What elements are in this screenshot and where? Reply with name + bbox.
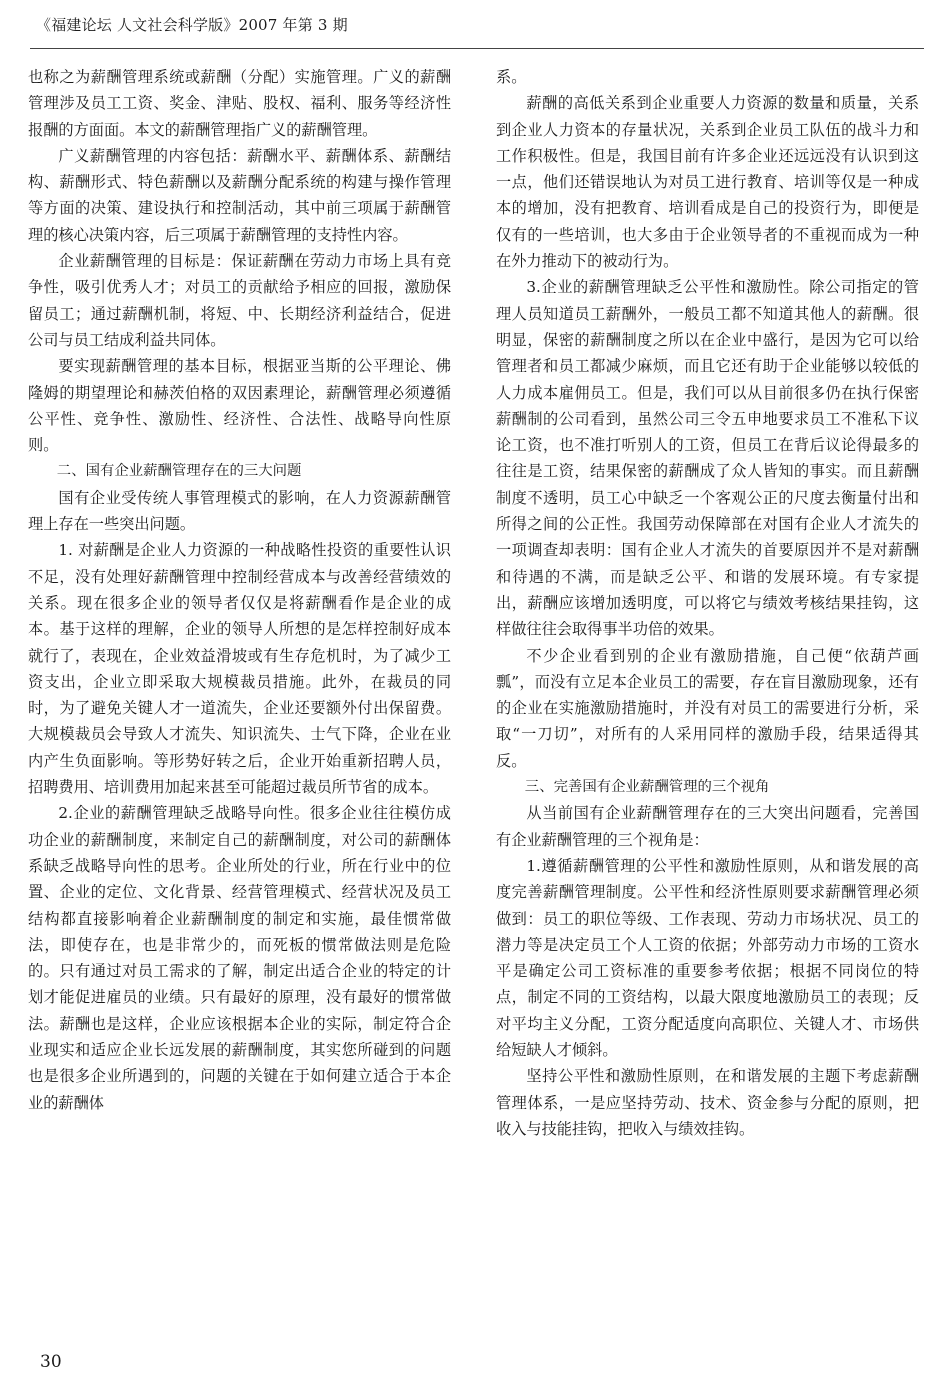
header-rule [30, 48, 924, 49]
paragraph: 从当前国有企业薪酬管理存在的三大突出问题看，完善国有企业薪酬管理的三个视角是： [496, 804, 919, 849]
paragraph: 坚持公平性和激励性原则，在和谐发展的主题下考虑薪酬管理体系，一是应坚持劳动、技术、资金参与分配的原则，把收入与技能挂钩，把收入与绩效挂钩。 [496, 1067, 919, 1138]
paragraph: 不少企业看到别的企业有激励措施，自己便“依葫芦画瓢”，而没有立足本企业员工的需要，存在盲目激励现象，还有的企业在实施激励措施时，并没有对员工的需要进行分析，采取“一刀切”，对所有的人采用同样的激励手段，结果适得其反。 [496, 646, 919, 770]
right-column [496, 64, 919, 1142]
section-heading: 二、国有企业薪酬管理存在的三大问题 [56, 463, 302, 480]
paragraph: 1. 对薪酬是企业人力资源的一种战略性投资的重要性认识不足，没有处理好薪酬管理中控制经营成本与改善经营绩效的关系。现在很多企业的领导者仅仅是将薪酬看作是企业的成本。基于这样的理解，企业的领导人所想的是怎样控制好成本就行了，表现在，企业效益滑坡或有生存危机时，为了减少工资支出，企业立即采取大规模裁员措施。此外，在裁员的同时，为了避免关键人才一道流失，企业还要额外付出保留费。大规模裁员会导致人才流失、知识流失、士气下降，企业在业内产生负面影响。等形势好转之后，企业开始重新招聘人员，招聘费用、培训费用加起来甚至可能超过裁员所节省的成本。 [28, 541, 451, 797]
paragraph: 也称之为薪酬管理系统或薪酬（分配）实施管理。广义的薪酬管理涉及员工工资、奖金、津贴、股权、福利、服务等经济性报酬的方面面。本文的薪酬管理指广义的薪酬管理。 [28, 68, 451, 139]
paragraph: 要实现薪酬管理的基本目标，根据亚当斯的公平理论、佛隆姆的期望理论和赫茨伯格的双因素理论，薪酬管理必须遵循公平性、竞争性、激励性、经济性、合法性、战略导向性原则。 [28, 357, 451, 455]
paragraph: 3.企业的薪酬管理缺乏公平性和激励性。除公司指定的管理人员知道员工薪酬外，一般员工都不知道其他人的薪酬。很明显，保密的薪酬制度之所以在企业中盛行，是因为它可以给管理者和员工都减少麻烦，而且它还有助于企业能够以较低的人力成本雇佣员工。但是，我们可以从目前很多仍在执行保密薪酬制的公司看到，虽然公司三令五申地要求员工不准私下议论工资，也不准打听别人的工资，但员工在背后议论得最多的往往是工资，结果保密的薪酬成了众人皆知的事实。而且薪酬制度不透明，员工心中缺乏一个客观公正的尺度去衡量付出和所得之间的公正性。我国劳动保障部在对国有企业人才流失的一项调查却表明：国有企业人才流失的首要原因并不是对薪酬和待遇的不满，而是缺乏公平、和谐的发展环境。有专家提出，薪酬应该增加透明度，可以将它与绩效考核结果挂钩，这样做往往会取得事半功倍的效果。 [496, 278, 919, 639]
page-number: 30 [40, 1352, 62, 1372]
paragraph: 国有企业受传统人事管理模式的影响，在人力资源薪酬管理上存在一些突出问题。 [28, 488, 451, 534]
paragraph: 企业薪酬管理的目标是：保证薪酬在劳动力市场上具有竞争性，吸引优秀人才；对员工的贡献给予相应的回报，激励保留员工；通过薪酬机制，将短、中、长期经济利益结合，促进公司与员工结成利益共同体。 [28, 252, 451, 349]
journal-header: 《福建论坛 人文社会科学版》2007 年第 3 期 [36, 16, 348, 34]
paragraph: 广义薪酬管理的内容包括：薪酬水平、薪酬体系、薪酬结构、薪酬形式、特色薪酬以及薪酬分配系统的构建与操作管理等方面的决策、建设执行和控制活动，其中前三项属于薪酬管理的核心决策内容，后三项属于薪酬管理的支持性内容。 [28, 146, 451, 244]
paragraph: 系。 [496, 68, 527, 86]
left-column [28, 64, 451, 1116]
paragraph: 1.遵循薪酬管理的公平性和激励性原则，从和谐发展的高度完善薪酬管理制度。公平性和经济性原则要求薪酬管理必须做到：员工的职位等级、工作表现、劳动力市场状况、员工的潜力等是决定员工个人工资的依据；外部劳动力市场的工资水平是确定公司工资标准的重要参考依据；根据不同岗位的特点，制定不同的工资结构，以最大限度地激励员工的表现；反对平均主义分配，工资分配适度向高职位、关键人才、市场供给短缺人才倾斜。 [496, 856, 919, 1059]
paragraph: 薪酬的高低关系到企业重要人力资源的数量和质量，关系到企业人力资本的存量状况，关系到企业员工队伍的战斗力和工作积极性。但是，我国目前有许多企业还远远没有认识到这一点，他们还错误地认为对员工进行教育、培训等仅是一种成本的增加，没有把教育、培训看成是自己的投资行为，即便是仅有的一些培训，也大多由于企业领导者的不重视而成为一种在外力推动下的被动行为。 [496, 94, 919, 271]
paragraph: 2.企业的薪酬管理缺乏战略导向性。很多企业往往模仿成功企业的薪酬制度，来制定自己的薪酬制度，对公司的薪酬体系缺乏战略导向性的思考。企业所处的行业，所在行业中的位置、企业的定位、文化背景、经营管理模式、经营状况及员工结构都直接影响着企业薪酬制度的制定和实施，最佳惯常做法，即使存在，也是非常少的，而死板的惯常做法则是危险的。只有通过对员工需求的了解，制定出适合企业的特定的计划才能促进雇员的业绩。只有最好的原理，没有最好的惯常做法。薪酬也是这样，企业应该根据本企业的实际，制定符合企业现实和适应企业长远发展的薪酬制度，其实您所碰到的问题也是很多企业所遇到的，问题的关键在于如何建立适合于本企业的薪酬体 [28, 804, 451, 1112]
section-heading: 三、完善国有企业薪酬管理的三个视角 [524, 779, 770, 796]
